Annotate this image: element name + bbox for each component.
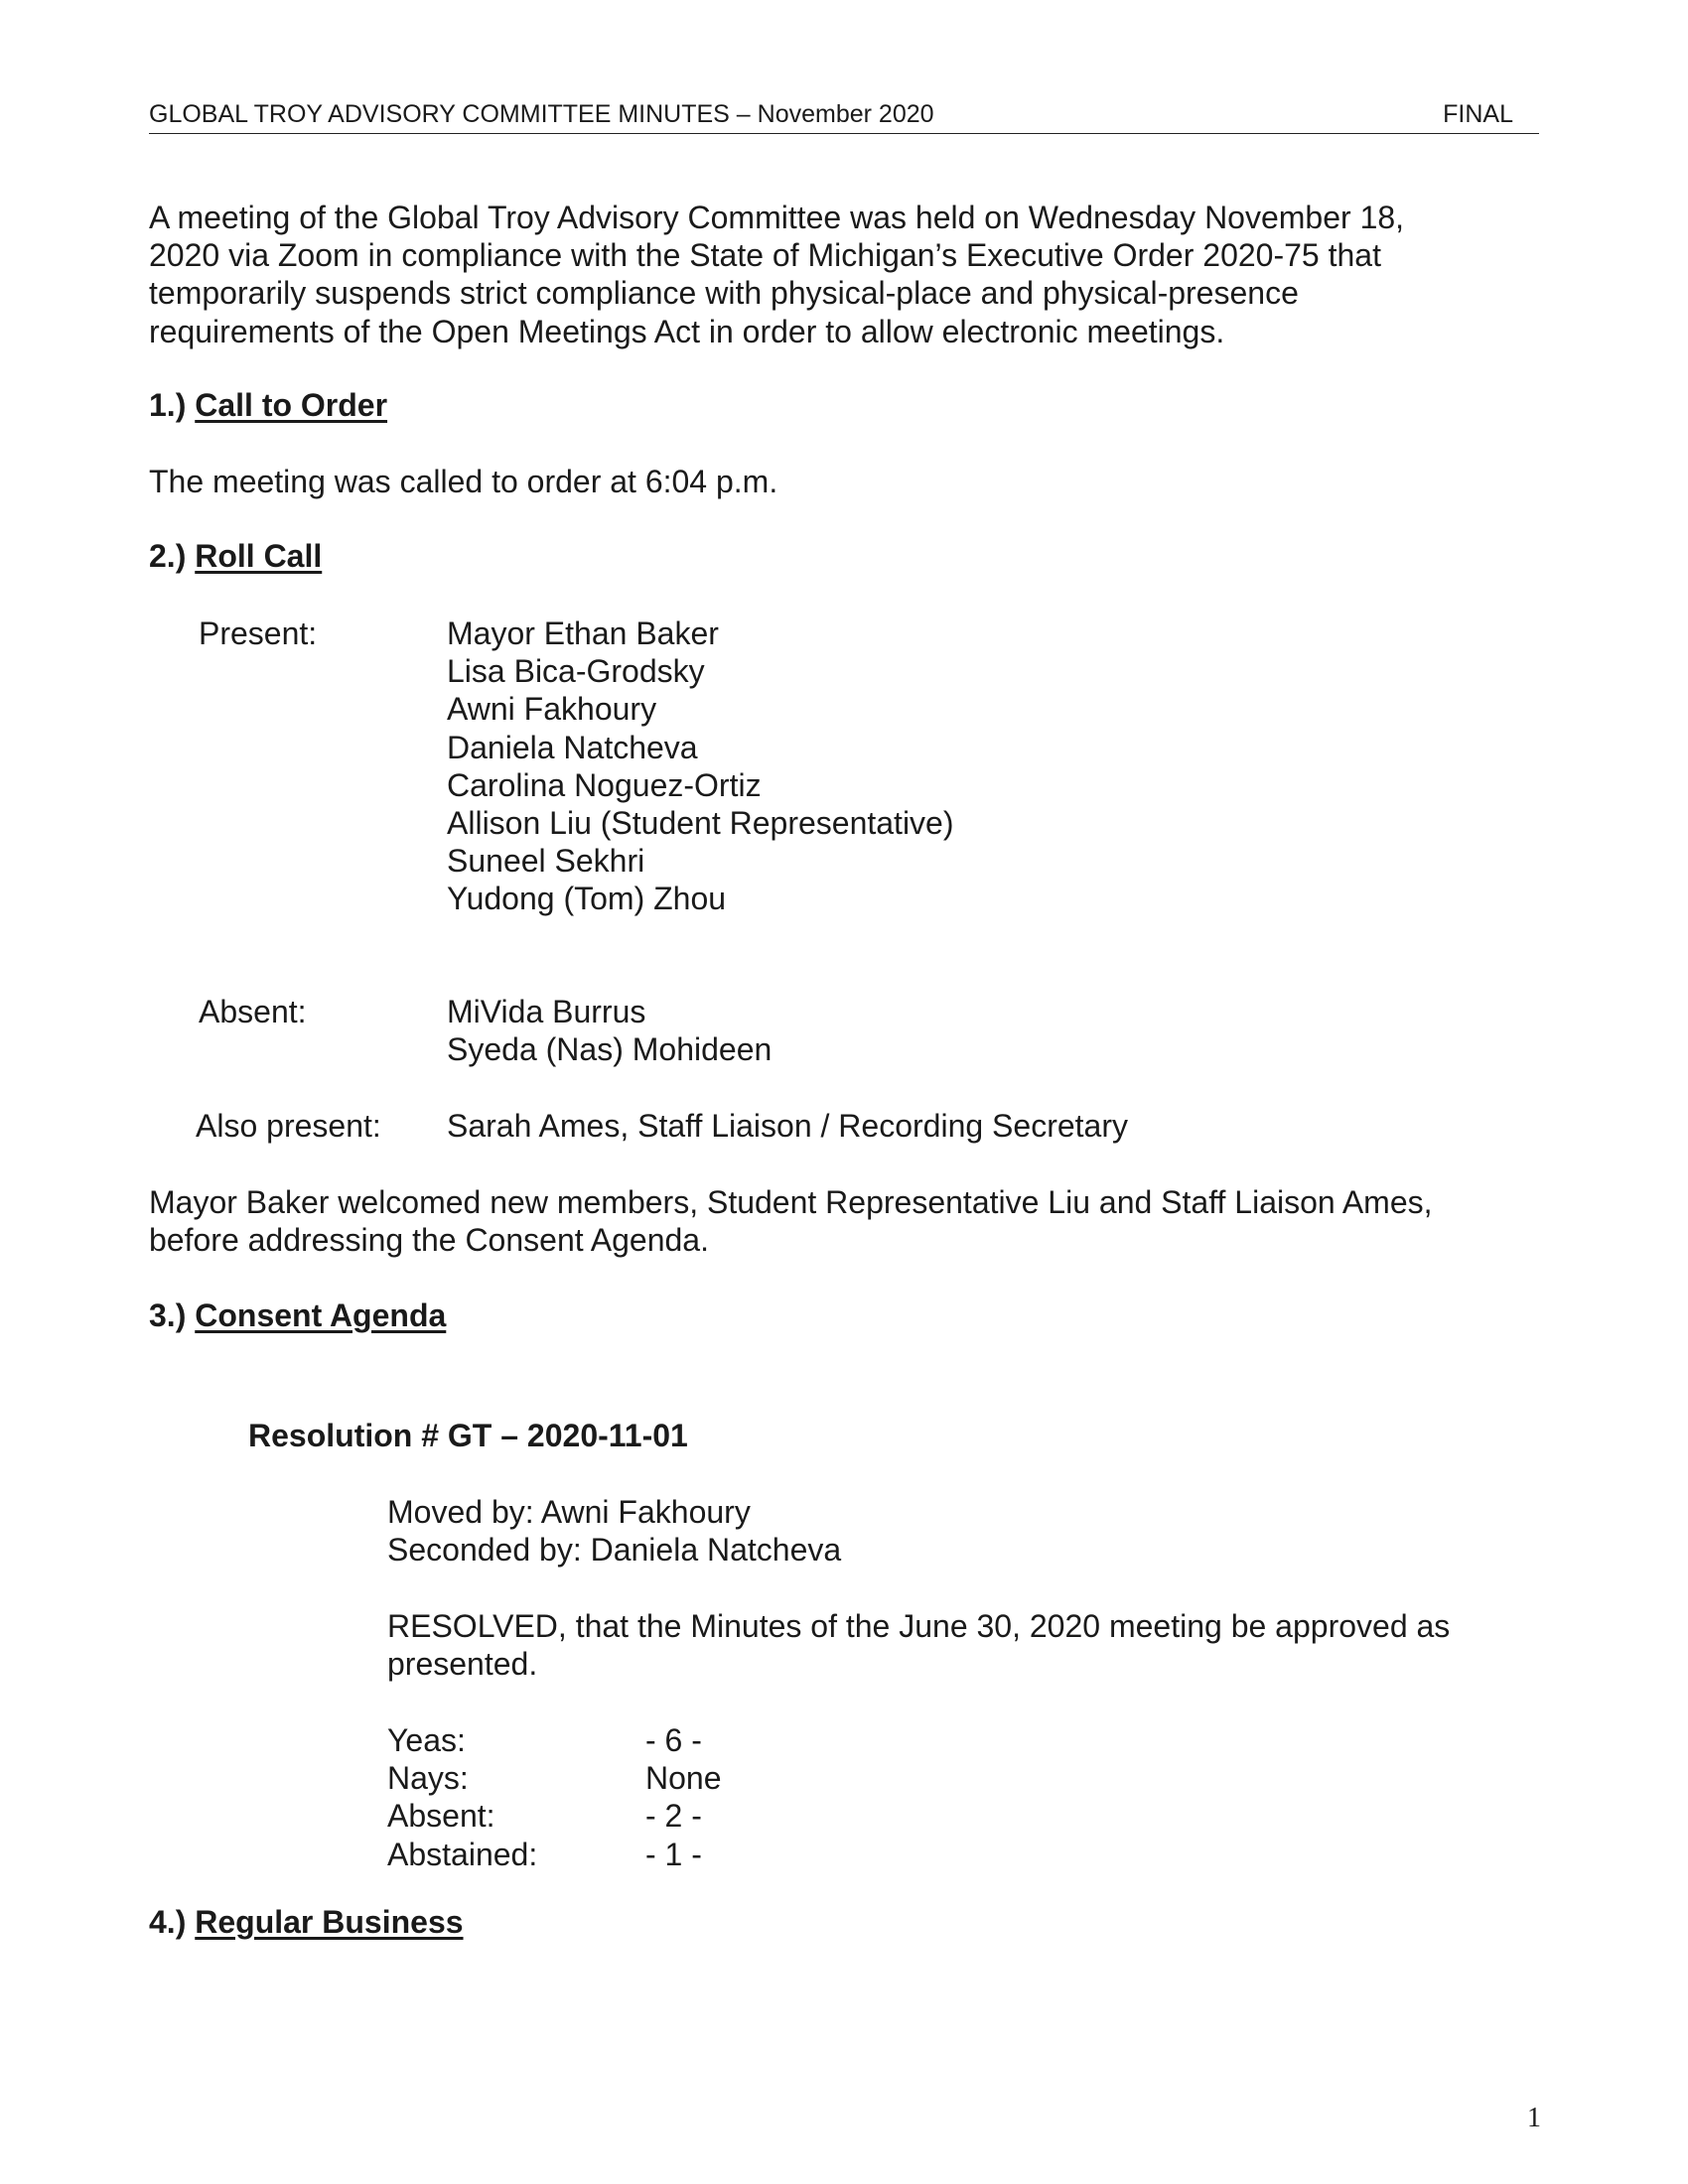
call-to-order-text: The meeting was called to order at 6:04 p.m. [149,464,778,499]
intro-line: 2020 via Zoom in compliance with the State of Michigan’s Executive Order 2020-75 that [149,237,1381,274]
list-item: Awni Fakhoury [447,691,657,728]
section-number: 1.) [149,387,187,423]
section-number: 3.) [149,1297,187,1333]
resolved-line: RESOLVED, that the Minutes of the June 30, 2020 meeting be approved as [387,1608,1451,1644]
header-status: FINAL [1443,100,1513,128]
present-list [447,614,954,918]
section-heading-call-to-order [149,386,387,424]
also-present-value: Sarah Ames, Staff Liaison / Recording Secretary [447,1108,1128,1144]
vote-values [645,1721,722,1873]
section-title: Call to Order [195,387,388,423]
list-item: Daniela Natcheva [447,729,698,765]
list-item: MiVida Burrus [447,994,646,1029]
vote-value-yeas: - 6 - [645,1722,702,1758]
motion-block [387,1493,841,1569]
absent-label: Absent: [199,994,307,1029]
list-item: Carolina Noguez-Ortiz [447,766,762,803]
section-number: 2.) [149,538,187,574]
section-title: Consent Agenda [195,1297,447,1333]
section-heading-regular-business [149,1903,464,1941]
vote-value-nays: None [645,1760,722,1797]
section-number: 4.) [149,1904,187,1940]
section-heading-roll-call [149,537,322,575]
welcome-paragraph [149,1183,1433,1259]
intro-line: temporarily suspends strict compliance with physical-place and physical-presence [149,275,1299,312]
intro-paragraph [149,199,1539,350]
vote-label-abstained: Abstained: [387,1836,538,1872]
page-number: 1 [1527,2103,1541,2133]
seconded-by: Seconded by: Daniela Natcheva [387,1532,842,1569]
page-header [149,99,1539,134]
resolved-line: presented. [387,1646,538,1683]
section-title: Regular Business [195,1904,464,1940]
section-title: Roll Call [195,538,323,574]
welcome-line: before addressing the Consent Agenda. [149,1222,709,1259]
list-item: Allison Liu (Student Representative) [447,805,954,842]
intro-line: requirements of the Open Meetings Act in order to allow electronic meetings. [149,313,1225,349]
also-present-label: Also present: [196,1108,381,1144]
intro-line: A meeting of the Global Troy Advisory Committee was held on Wednesday November 18, [149,200,1405,235]
vote-label-yeas: Yeas: [387,1722,466,1758]
vote-labels [387,1721,537,1873]
vote-value-abstained: - 1 - [645,1836,702,1872]
list-item: Yudong (Tom) Zhou [447,881,727,917]
present-label: Present: [199,615,318,651]
list-item: Syeda (Nas) Mohideen [447,1031,773,1068]
resolved-paragraph [387,1607,1450,1683]
moved-by: Moved by: Awni Fakhoury [387,1494,751,1530]
vote-label-absent: Absent: [387,1798,495,1835]
list-item: Mayor Ethan Baker [447,615,719,651]
vote-value-absent: - 2 - [645,1798,702,1835]
vote-label-nays: Nays: [387,1760,469,1797]
list-item: Lisa Bica-Grodsky [447,653,705,690]
resolution-heading: Resolution # GT – 2020-11-01 [248,1418,688,1453]
section-heading-consent-agenda [149,1297,446,1334]
welcome-line: Mayor Baker welcomed new members, Student Representative Liu and Staff Liaison Ames, [149,1184,1433,1220]
header-title: GLOBAL TROY ADVISORY COMMITTEE MINUTES – November 2020 [149,100,934,128]
list-item: Suneel Sekhri [447,843,645,880]
absent-list [447,993,772,1068]
